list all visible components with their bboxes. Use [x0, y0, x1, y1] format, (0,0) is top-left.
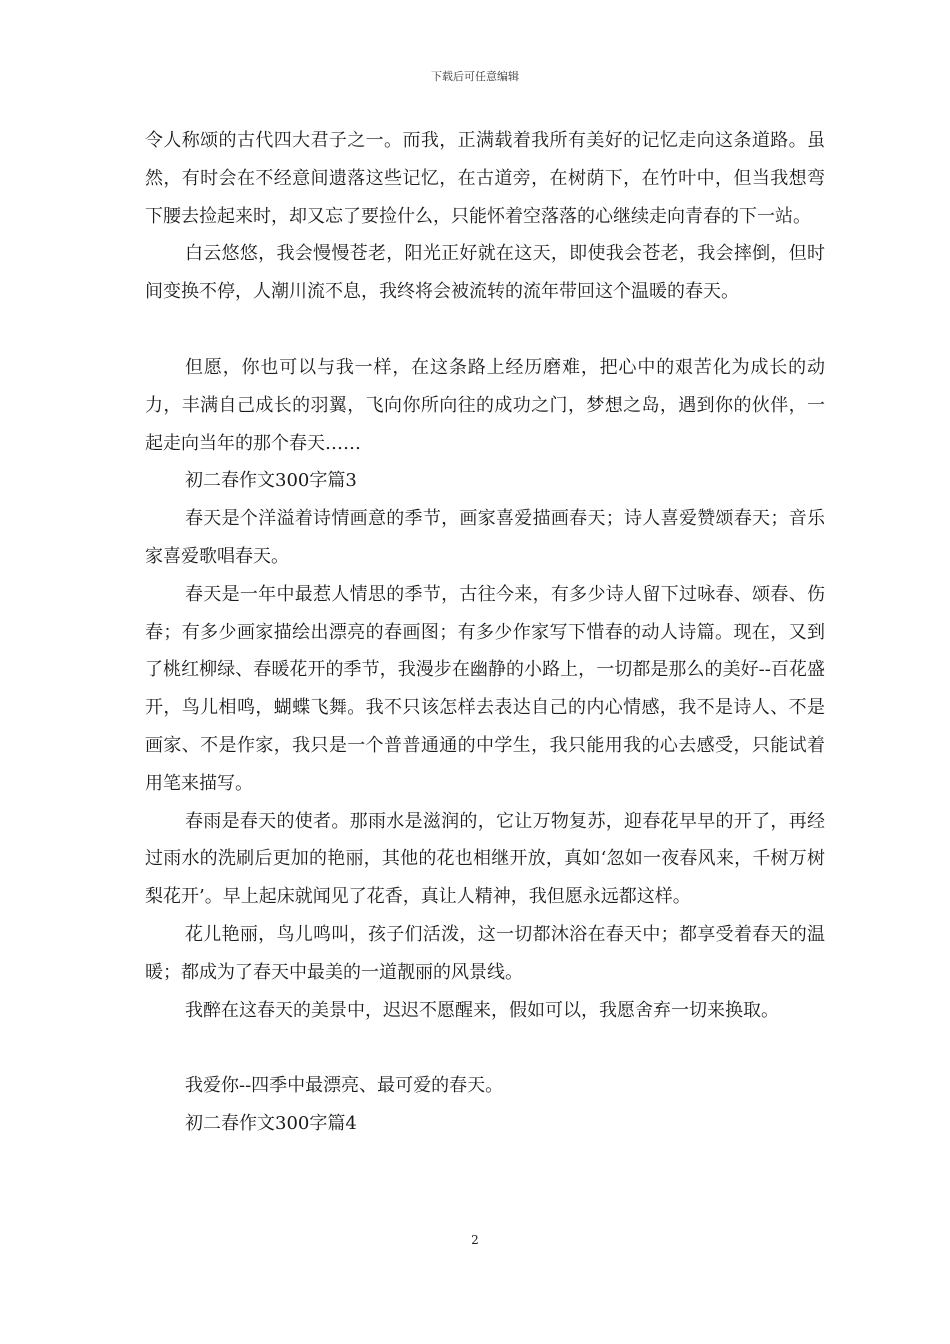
section-heading: 初二春作文300字篇4: [185, 1113, 357, 1135]
paragraph: 白云悠悠，我会慢慢苍老，阳光正好就在这天，即使我会苍老，我会摔倒，但时间变换不停，人潮川流不息，我终将会被流转的流年带回这个温暖的春天。: [145, 243, 825, 303]
page-number: 2: [471, 1233, 479, 1247]
page-header: 下载后可任意编辑: [431, 70, 519, 83]
document-body: [145, 122, 825, 1143]
paragraph: 春天是一年中最惹人情思的季节，古往今来，有多少诗人留下过咏春、颂春、伤春；有多少画家描绘出漂亮的春画图；有多少作家写下惜春的动人诗篇。现在，又到了桃红柳绿、春暖花开的季节，我漫步在幽静的小路上，一切都是那么的美好--百花盛开，鸟儿相鸣，蝴蝶飞舞。我不只该怎样去表达自己的内心情感，我不是诗人、不是画家、不是作家，我只是一个普普通通的中学生，我只能用我的心去感受，只能试着用笔来描写。: [145, 583, 825, 794]
paragraph: 花儿艳丽，鸟儿鸣叫，孩子们活泼，这一切都沐浴在春天中；都享受着春天的温暖；都成为了春天中最美的一道靓丽的风景线。: [145, 923, 825, 983]
paragraph: 令人称颂的古代四大君子之一。而我，正满载着我所有美好的记忆走向这条道路。虽然，有时会在不经意间遗落这些记忆，在古道旁，在树荫下，在竹叶中，但当我想弯下腰去捡起来时，却又忘了要捡什么，只能怀着空落落的心继续走向青春的下一站。: [145, 130, 825, 227]
paragraph: 但愿，你也可以与我一样，在这条路上经历磨难，把心中的艰苦化为成长的动力，丰满自己成长的羽翼，飞向你所向往的成功之门，梦想之岛，遇到你的伙伴，一起走向当年的那个春天……: [145, 356, 825, 454]
paragraph: 春雨是春天的使者。那雨水是滋润的，它让万物复苏，迎春花早早的开了，再经过雨水的洗刷后更加的艳丽，其他的花也相继开放，真如‘忽如一夜春风来，千树万树梨花开’。早上起床就闻见了花香，真让人精神，我但愿永远都这样。: [145, 810, 825, 908]
paragraph: 春天是个洋溢着诗情画意的季节，画家喜爱描画春天；诗人喜爱赞颂春天；音乐家喜爱歌唱春天。: [145, 508, 825, 567]
section-heading: 初二春作文300字篇3: [185, 470, 357, 492]
paragraph: 我爱你--四季中最漂亮、最可爱的春天。: [185, 1075, 504, 1097]
paragraph: 我醉在这春天的美景中，迟迟不愿醒来，假如可以，我愿舍弃一切来换取。: [185, 999, 779, 1021]
